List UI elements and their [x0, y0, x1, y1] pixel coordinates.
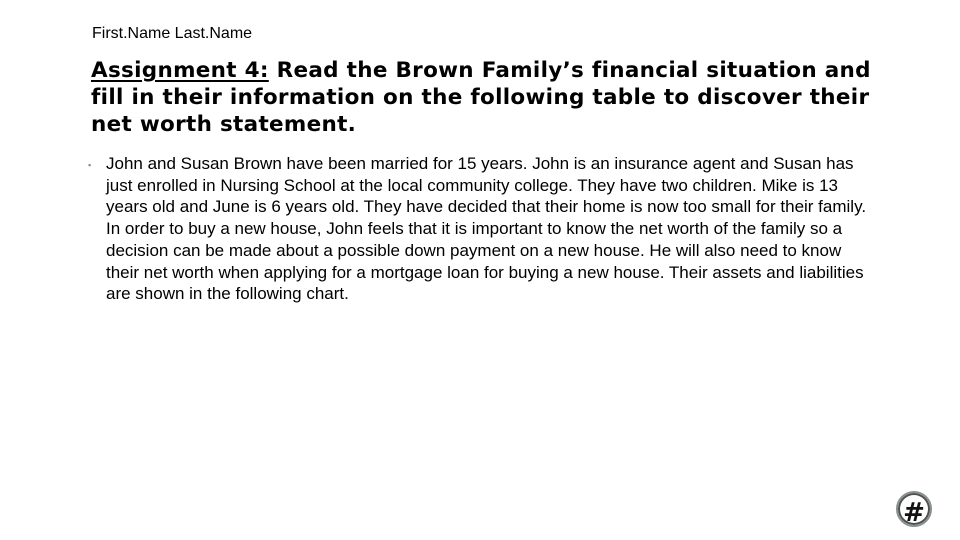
slide-number: # — [903, 498, 925, 528]
slide-number-badge — [896, 491, 932, 527]
assignment-instructions: Read the Brown Family’s financial situation and fill in their information on the following table to discover their net worth statement. — [91, 58, 871, 137]
body-text-list — [88, 153, 878, 305]
square-bullet-icon: ▪ — [88, 160, 92, 170]
list-item — [88, 153, 878, 305]
assignment-heading — [91, 57, 881, 138]
scenario-paragraph: John and Susan Brown have been married for 15 years. John is an insurance agent and Susan has just enrolled in Nursing School at the local community college. They have two children. Mike is 13 years old and June is 6 years old. They have decided that their home is now too small for their family. In order to buy a new house, John feels that it is important to know the net worth of the family so a decision can be made about a possible down payment on a new house. He will also need to know their net worth when applying for a mortgage loan for buying a new house. Their assets and liabilities are shown in the following chart. — [106, 154, 867, 304]
assignment-label: Assignment 4: — [91, 58, 269, 83]
author-name: First.Name Last.Name — [92, 25, 253, 42]
